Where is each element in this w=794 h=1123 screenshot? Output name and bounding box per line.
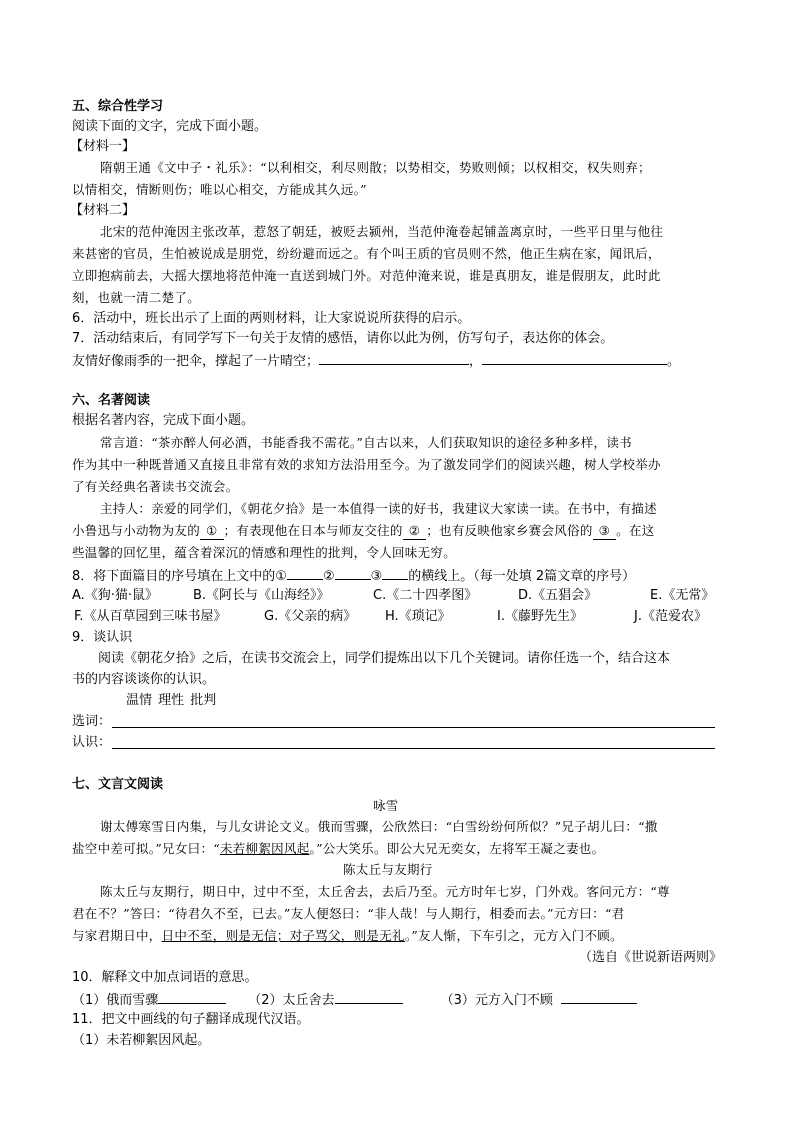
q7-blank-2[interactable] (482, 351, 667, 365)
question-10: 10．解释文中加点词语的意思。 (72, 970, 258, 985)
source-note: （选自《世说新语两则》 (578, 950, 722, 965)
passage-line-blanks: 小鲁迅与小动物为友的 ① ；有表现他在日本与师友交往的 ② ；也有反映他家乡赛会风俗的 ③ 。在这 (72, 523, 655, 538)
text2-title: 陈太丘与友期行 (343, 862, 433, 877)
view-label: 认识： (72, 735, 112, 750)
blank-1[interactable]: ① (200, 522, 224, 540)
passage-line: 常言道：“茶亦醉人何必酒，书能香我不需花。”自古以来，人们获取知识的途径多种多样，读书 (100, 435, 632, 450)
q8-blank-2[interactable] (335, 566, 371, 580)
material2-line: 刻，也就一清二楚了。 (72, 290, 201, 305)
section6-heading: 六、名著阅读 (72, 393, 151, 408)
option-i: I.《藤野先生》 (497, 609, 583, 624)
choose-word-label: 选词： (72, 714, 112, 729)
question-9: 9．谈认识 (72, 630, 133, 645)
question-7: 7．活动结束后，有同学写下一句关于友情的感悟，请你以此为例，仿写句子，表达你的体会。 (72, 331, 614, 346)
option-e: E.《无常》 (650, 588, 715, 603)
option-f: F.《从百草园到三味书屋》 (74, 609, 227, 624)
text1-title: 咏雪 (373, 798, 399, 813)
blank-2[interactable]: ② (403, 522, 427, 540)
passage-line: 作为其中一种既普通又直接且非常有效的求知方法沿用至今。为了激发同学们的阅读兴趣，树人学校举办 (72, 457, 661, 472)
q10-blank-2[interactable] (335, 990, 403, 1004)
classical-text-line: 与家君期日中，日中不至，则是无信；对子骂父，则是无礼。”友人惭，下车引之，元方入门不顾。 (72, 928, 623, 943)
underlined-sentence-2: 日中不至，则是无信；对子骂父，则是无礼 (161, 928, 405, 943)
section7-heading: 七、文言文阅读 (72, 777, 164, 792)
material1-label: 【材料一】 (70, 139, 136, 154)
classical-text-line: 谢太傅寒雪日内集，与儿女讲论文义。俄而雪骤，公欣然曰：“白雪纷纷何所似？”兄子胡儿曰：“撒 (100, 819, 658, 834)
question-10-items: （1）俄而雪骤 （2）太丘舍去 （3）元方入门不顾 (72, 990, 637, 1009)
question-9-text: 阅读《朝花夕拾》之后，在读书交流会上，同学们提炼出以下几个关键词。请你任选一个，结合这本 (98, 651, 671, 666)
question-8: 8．将下面篇目的序号填在上文中的① ② ③ 的横线上。（每一处填 2篇文章的序号） (72, 566, 635, 585)
section6-intro: 根据名著内容，完成下面小题。 (72, 413, 255, 428)
q10-blank-1[interactable] (158, 990, 226, 1004)
question-11: 11．把文中画线的句子翻译成现代汉语。 (72, 1012, 310, 1027)
section5-intro: 阅读下面的文字，完成下面小题。 (72, 119, 268, 134)
classical-text-line: 陈太丘与友期行，期日中，过中不至，太丘舍去，去后乃至。元方时年七岁，门外戏。客问元方：“尊 (100, 884, 670, 899)
underlined-sentence-1: 未若柳絮因风起 (219, 841, 310, 856)
material2-line: 立即抱病前去，大摇大摆地将范仲淹一直送到城门外。对范仲淹来说，谁是真朋友，谁是假朋友，此时此 (72, 268, 661, 283)
section5-heading: 五、综合性学习 (72, 99, 164, 114)
material1-line: 以情相交，情断则伤；唯以心相交，方能成其久远。” (72, 182, 367, 197)
choose-word-line[interactable] (112, 727, 715, 728)
question-6: 6．活动中，班长出示了上面的两则材料，让大家说说所获得的启示。 (72, 311, 471, 326)
option-h: H.《琐记》 (385, 609, 451, 624)
material1-line: 隋朝王通《文中子・礼乐》：“以利相交，利尽则散；以势相交，势败则倾；以权相交，权失则弃； (100, 160, 651, 175)
q7-example: 友情好像雨季的一把伞，撑起了一片晴空； (72, 354, 320, 369)
question-7-answer-row (72, 351, 680, 370)
option-d: D.《五猖会》 (518, 588, 598, 603)
blank-3[interactable]: ③ (593, 522, 617, 540)
classical-text-line: 盐空中差可拟。”兄女曰：“未若柳絮因风起。”公大笑乐。即公大兄无奕女，左将军王凝之妻也。 (72, 841, 605, 856)
comma: ， (469, 354, 483, 369)
material2-line: 北宋的范仲淹因主张改革，惹怒了朝廷，被贬去颍州，当范仲淹卷起铺盖离京时，一些平日里与他往 (100, 224, 664, 239)
option-j: J.《范爱农》 (634, 609, 707, 624)
q8-blank-1[interactable] (287, 566, 323, 580)
material2-line: 来甚密的官员，生怕被说成是朋党，纷纷避而远之。有个叫王质的官员则不然，他正生病在家，闻讯后， (72, 246, 661, 261)
classical-text-line: 君在不？”答曰：“待君久不至，已去。”友人便怒曰：“非人哉！与人期行，相委而去。”元方曰：“君 (72, 906, 625, 921)
material2-label: 【材料二】 (70, 203, 136, 218)
passage-line: 主持人：亲爱的同学们，《朝花夕拾》是一本值得一读的好书，我建议大家读一读。在书中，有描述 (100, 501, 657, 516)
passage-line: 些温馨的回忆里，蕴含着深沉的情感和理性的批判，令人回味无穷。 (72, 545, 457, 560)
keywords: 温情 理性 批判 (126, 693, 217, 708)
q7-blank-1[interactable] (319, 351, 469, 365)
question-9-text: 书的内容谈谈你的认识。 (72, 672, 216, 687)
passage-line: 了有关经典名著读书交流会。 (72, 479, 239, 494)
option-g: G.《父亲的病》 (264, 609, 357, 624)
question-11-item: （1）未若柳絮因风起。 (72, 1033, 211, 1048)
option-a: A.《狗·猫·鼠》 (72, 588, 159, 603)
q8-blank-3[interactable] (382, 566, 408, 580)
q10-blank-3[interactable] (561, 990, 637, 1004)
option-c: C.《二十四孝图》 (373, 588, 478, 603)
view-line[interactable] (112, 748, 715, 749)
period: 。 (667, 354, 681, 369)
option-b: B.《阿长与《山海经》》 (193, 588, 330, 603)
